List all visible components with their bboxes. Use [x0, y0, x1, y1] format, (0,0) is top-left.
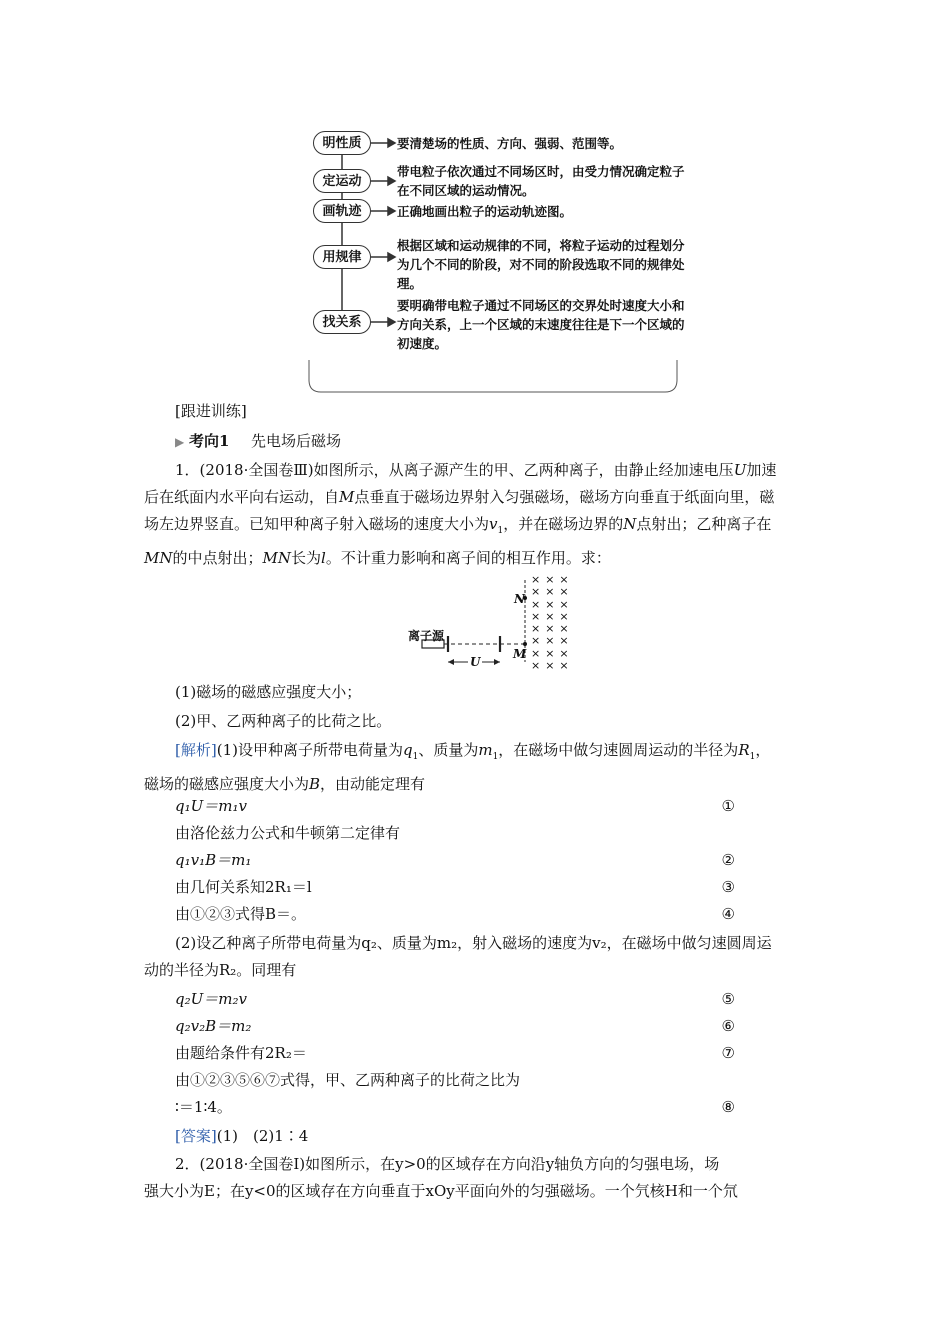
equation-6: q₂v₂B＝m₂	[175, 1017, 252, 1035]
problem1-statement: 1．(2018·全国卷Ⅲ)如图所示，从离子源产生的甲、乙两种离子，由静止经加速电压U加速后在纸面内水平向右运动，自M点垂直于磁场边界射入匀强磁场，磁场方向垂直于纸面向里，磁场左边界竖直。已知甲种离子射入磁场的速度大小为$v_1$，并在磁场边界的N点射出；乙种离子在MN的中点射出；MN长为l。不计重力影响和离子间的相互作用。求：	[144, 461, 777, 567]
equation-3-number: ③	[721, 878, 735, 896]
equation-7-number: ⑦	[721, 1044, 735, 1062]
problem2-line1: 2．(2018·全国卷Ⅰ)如图所示，在y>0的区域存在方向沿y轴负方向的匀强电场，场	[175, 1155, 720, 1173]
flow-node-relations: 找关系	[313, 310, 371, 334]
equation-2-number: ②	[721, 851, 735, 869]
flow-node-trajectory: 画轨迹	[313, 199, 371, 223]
flow-node-motion: 定运动	[313, 169, 371, 193]
equation-8: ∶＝1∶4。	[175, 1098, 232, 1116]
flow-node-rules: 用规律	[313, 245, 371, 269]
flow-desc-motion: 带电粒子依次通过不同场区时，由受力情况确定粒子在不同区域的运动情况。	[397, 164, 685, 198]
flow-desc-rules: 根据区域和运动规律的不同，将粒子运动的过程划分为几个不同的阶段，对不同的阶段选取不同的规律处理。	[397, 238, 685, 291]
follow-training-heading: [跟进训练]	[175, 402, 247, 420]
equation-5-number: ⑤	[721, 990, 735, 1008]
answer-tag: [答案]	[175, 1127, 217, 1145]
direction-title: 先电场后磁场	[251, 432, 342, 450]
flow-desc-nature: 要清楚场的性质、方向、强弱、范围等。	[397, 136, 623, 151]
equation-6-number: ⑥	[721, 1017, 735, 1035]
problem1-question1: (1)磁场的磁感应强度大小；	[175, 683, 362, 701]
point-n-label: N	[514, 592, 525, 606]
equation-7: 由题给条件有2R₂＝	[175, 1044, 307, 1062]
flow-node-nature: 明性质	[313, 131, 371, 155]
equation-5: q₂U＝m₂v	[175, 990, 247, 1008]
solution1-ratio-line: 由①②③⑤⑥⑦式得，甲、乙两种离子的比荷之比为	[175, 1071, 521, 1089]
solution1-line-lorentz: 由洛伦兹力公式和牛顿第二定律有	[175, 824, 401, 842]
analysis-tag: [解析]	[175, 741, 217, 759]
flow-desc-trajectory: 正确地画出粒子的运动轨迹图。	[397, 204, 573, 219]
direction-heading	[175, 430, 341, 453]
equation-4: 由①②③式得B＝。	[175, 905, 307, 923]
solution1-part2: (2)设乙种离子所带电荷量为q₂、质量为m₂，射入磁场的速度为v₂，在磁场中做匀速圆周运动的半径为R₂。同理有	[144, 934, 772, 979]
equation-3: 由几何关系知2R₁＝l	[175, 878, 312, 896]
answer-line	[175, 1125, 308, 1147]
problem2-line2: 强大小为E；在y<0的区域存在方向垂直于xOy平面向外的匀强磁场。一个氕核H和一个氘	[144, 1182, 738, 1200]
point-m-label: M	[513, 647, 527, 661]
solution1-intro: [解析](1)设甲种离子所带电荷量为$q_1$、质量为$m_1$，在磁场中做匀速圆周运动的半径为$R_1$，磁场的磁感应强度大小为B，由动能定理有	[144, 741, 771, 793]
triangle-marker-icon: ▶	[175, 435, 185, 449]
equation-1: q₁U＝m₁v	[175, 797, 247, 815]
flow-desc-relations: 要明确带电粒子通过不同场区的交界处时速度大小和方向关系，上一个区域的末速度往往是下一个区域的初速度。	[397, 298, 685, 351]
direction-label: 考向1	[189, 432, 230, 450]
answer-text: (1) (2)1∶4	[216, 1127, 309, 1145]
equation-8-number: ⑧	[721, 1098, 735, 1116]
equation-1-number: ①	[721, 797, 735, 815]
voltage-label: U	[470, 655, 481, 669]
problem1-question2: (2)甲、乙两种离子的比荷之比。	[175, 712, 392, 730]
equation-2: q₁v₁B＝m₁	[175, 851, 252, 869]
equation-4-number: ④	[721, 905, 735, 923]
magnetic-field-crosses: ××× ××× ××× ××× ××× ××× ××× ×××	[531, 573, 574, 673]
ion-source-label: 离子源	[408, 629, 445, 643]
